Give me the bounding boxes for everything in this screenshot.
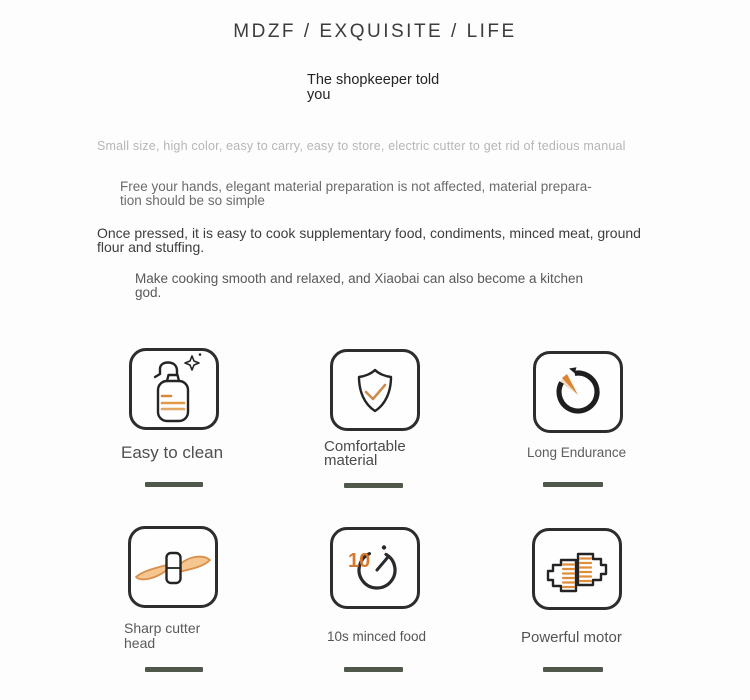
feature-label-easy-to-clean: Easy to clean [121, 443, 224, 462]
feature-label-powerful-motor: Powerful motor [521, 629, 622, 646]
easy-to-clean-tile [129, 348, 219, 430]
long-endurance-tile [533, 351, 623, 433]
paragraph-make-cooking: Make cooking smooth and relaxed, and Xiaobai can also become a kitchen god. [135, 271, 584, 300]
ten-second-tile [330, 527, 420, 609]
feature-underline [145, 482, 203, 487]
feature-underline [344, 483, 403, 488]
page-title: MDZF / EXQUISITE / LIFE [233, 21, 517, 42]
feature-label-comfortable-material: Comfortable material [324, 438, 406, 469]
timer-10s-icon [333, 530, 417, 606]
paragraph-once-pressed: Once pressed, it is easy to cook supplementary food, condiments, minced meat, ground flour and stuffing. [97, 225, 641, 255]
feature-label-long-endurance: Long Endurance [527, 445, 627, 460]
soap-dispenser-icon [132, 351, 216, 427]
timer-badge-10: 10 [348, 550, 371, 572]
feature-underline [543, 667, 603, 672]
subtitle-line-1: The shopkeeper told [307, 72, 440, 88]
feature-underline [543, 482, 603, 487]
feature-underline [145, 667, 203, 672]
powerful-motor-tile [532, 528, 622, 610]
comfortable-material-tile [330, 349, 420, 431]
subtitle [307, 73, 439, 103]
shield-check-icon [333, 352, 417, 428]
cutter-blade-icon [131, 529, 215, 605]
feature-label-sharp-cutter-head: Sharp cutter head [124, 620, 201, 651]
motor-icon [535, 531, 619, 607]
feature-underline [344, 667, 403, 672]
feature-label-10s-minced-food: 10s minced food [327, 629, 427, 644]
paragraph-free-hands: Free your hands, elegant material preparation is not affected, material prepara- tion should be so simple [120, 179, 592, 208]
tagline-text: Small size, high color, easy to carry, easy to store, electric cutter to get rid of tedious manual [97, 139, 626, 153]
timer-arrow-icon [536, 354, 620, 430]
subtitle-line-2: you [307, 87, 331, 103]
sharp-cutter-head-tile [128, 526, 218, 608]
